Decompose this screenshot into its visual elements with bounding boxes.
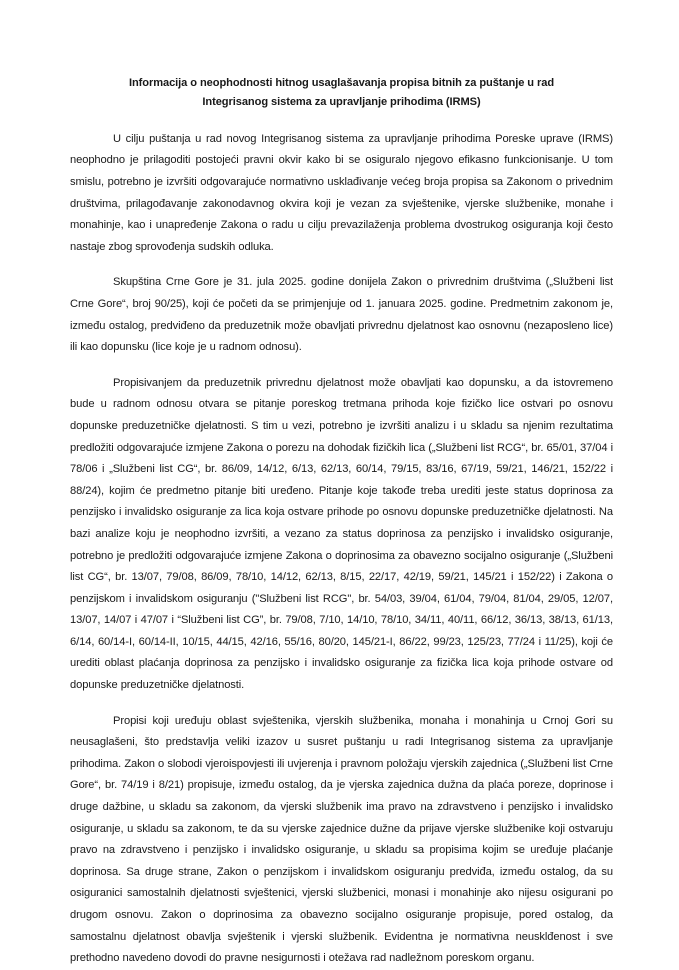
document-title-line-1: Informacija o neophodnosti hitnog usaglašavanja propisa bitnih za puštanje u rad <box>128 77 555 89</box>
body-paragraph-2: Skupština Crne Gore je 31. jula 2025. godine donijela Zakon o privrednim društvima („Službeni list Crne Gore“, broj 90/25), koji će početi da se primjenjuje od 1. januara 2025. godine. Predmetnim zakonom je, između ostalog, predviđeno da preduzetnik može obavljati privrednu djelatnost kao osnovnu (nezaposleno lice) ili kao dopunsku (lice koje je u radnom odnosu). <box>70 276 613 354</box>
body-paragraph-1: U cilju puštanja u rad novog Integrisanog sistema za upravljanje prihodima Poreske uprave (IRMS) neophodno je prilagoditi postojeći pravni okvir kako bi se osiguralo njegovo efikasno funkcionisanje. U tom smislu, potrebno je izvršiti odgovarajuće normativno usklađivanje većeg broja propisa sa Zakonom o privednim društvima, prilagođavanje zakonodavnog okvira koji je vezan za svještenike, vjerske službenike, monahe i monahinje, kao i unapređenje Zakona o radu u cilju prevazilaženja problema dvostrukog osiguranja koji često nastaje zbog sprovođenja sudskih odluka. <box>70 132 613 253</box>
document-body <box>70 129 613 970</box>
body-paragraph-3: Propisivanjem da preduzetnik privrednu djelatnost može obavljati kao dopunsku, a da istovremeno bude u radnom odnosu otvara se pitanje poreskog tretmana prihoda koje fizičko lice ostvari po osnovu dopunske preduzetničke djelatnosti. S tim u vezi, potrebno je izvršiti analizu i u skladu sa njenim rezultatima predložiti odgovarajuće izmjene Zakona o porezu na dohodak fizičkih lica („Službeni list RCG“, br. 65/01, 37/04 i 78/06 i „Službeni list CG“, br. 86/09, 14/12, 6/13, 62/13, 60/14, 79/15, 83/16, 67/19, 59/21, 146/21, 152/22 i 88/24), kojim će predmetno pitanje biti uređeno. Pitanje koje takođe treba urediti jeste status doprinosa za penzijsko i invalidsko osiguranje za lica koja ostvare prihode po osnovu dopunske preduzetničke djelatnosti. Na bazi analize koju je neophodno izvršiti, a vezano za status doprinosa za penzijsko i invalidsko osiguranje, potrebno je predložiti odgovarajuće izmjene Zakona o doprinosima za obavezno socijalno osiguranje („Službeni list CG“, br. 13/07, 79/08, 86/09, 78/10, 14/12, 62/13, 8/15, 22/17, 42/19, 59/21, 145/21 i 152/22) i Zakona o penzijskom i invalidskom osiguranju ("Službeni list RCG", br. 54/03, 39/04, 61/04, 79/04, 81/04, 29/05, 12/07, 13/07, 14/07 i 47/07 i “Službeni list CG”, br. 79/08, 7/10, 14/10, 78/10, 34/11, 40/11, 66/12, 36/13, 38/13, 61/13, 6/14, 60/14-I, 60/14-II, 10/15, 44/15, 42/16, 55/16, 80/20, 145/21-I, 86/22, 99/23, 125/23, 77/24 i 11/25), koji će urediti oblast plaćanja doprinosa za penzijsko i invalidsko osiguranje za fizička lica koja prihode ostvare od dopunske preduzetničke djelatnosti. <box>70 376 613 692</box>
document-title <box>78 74 605 113</box>
document-title-line-2: Integrisanog sistema za upravljanje prihodima (IRMS) <box>202 96 481 109</box>
body-paragraph-4: Propisi koji uređuju oblast svještenika, vjerskih službenika, monaha i monahinja u Crnoj Gori su neusaglašeni, što predstavlja veliki izazov u susret puštanju u radi Integrisanog sistema za upravljanje prihodima. Zakon o slobodi vjeroispovjesti ili uvjerenja i pravnom položaju vjerskih zajednica („Službeni list Crne Gore“, br. 74/19 i 8/21) propisuje, između ostalog, da je vjerska zajednica dužna da plaća poreze, doprinose i druge dažbine, u skladu sa zakonom, da vjerski službenik ima pravo na zdravstveno i penzijsko i invalidsko osiguranje, u skladu sa zakonom, te da su vjerske zajednice dužne da prijave vjerske službenike koji ostvaruju pravo na zdravstveno i penzijsko i invalidsko osiguranje, u skladu sa propisima kojim se uređuje plaćanje doprinosa. Sa druge strane, Zakon o penzijskom i invalidskom osiguranju predviđa, između ostalog, da su osiguranici samostalnih djelatnosti svještenici, vjerski službenici, monasi i monahinje ako nijesu osigurani po drugom osnovu. Zakon o doprinosima za obavezno socijalno osiguranje propisuje, pored ostalog, da samostalnu djelatnost obavlja svještenik i vjerski službenik. Evidentna je normativna neusklđenost i sve prethodno navedeno dovodi do pravne nesigurnosti i otežava rad nadležnom poreskom organu. <box>70 714 613 965</box>
